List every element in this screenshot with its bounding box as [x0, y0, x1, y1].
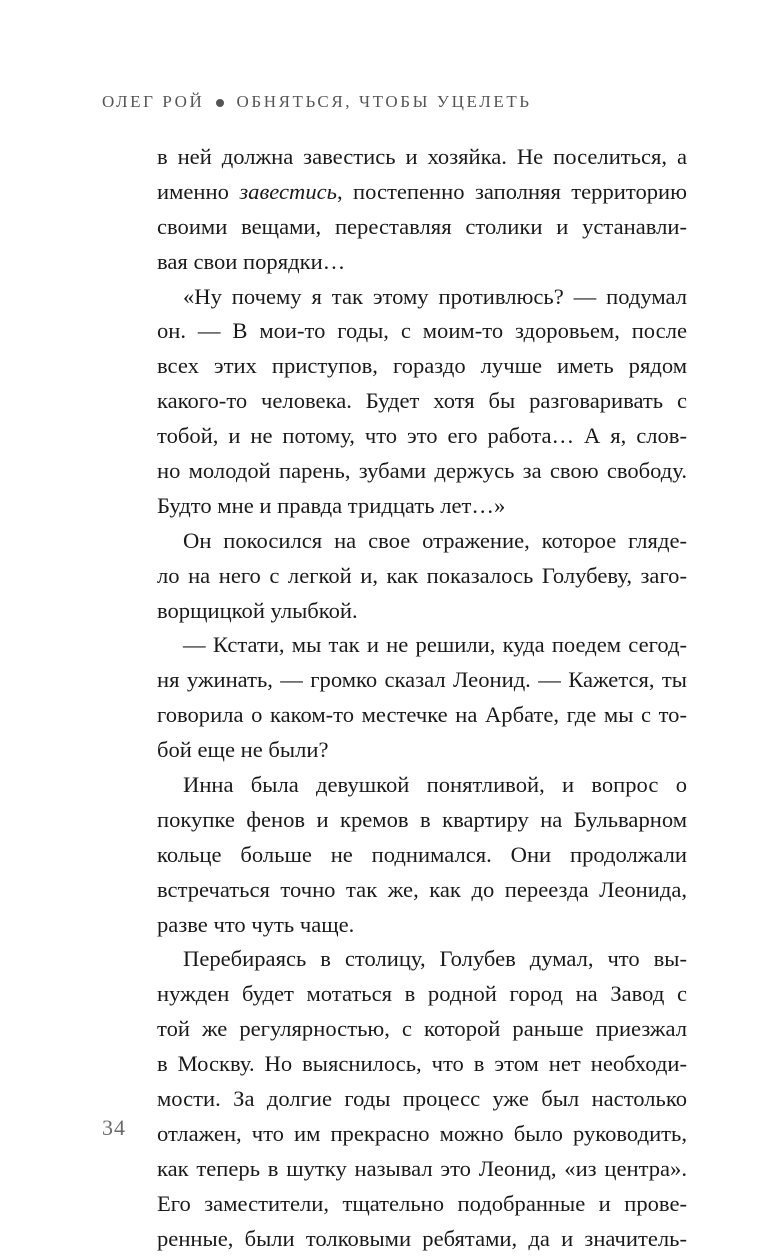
text-line: встречаться точно так же, как до переезда Леонида,	[157, 876, 687, 902]
text-line: как теперь в шутку называл это Леонид, «из центра».	[157, 1155, 687, 1181]
emphasis: завестись	[239, 178, 337, 204]
text-line: — Кстати, мы так и не решили, куда поедем сегод-	[183, 632, 687, 658]
text-line: Инна была девушкой понятливой, и вопрос о	[183, 772, 687, 798]
text-line: «Ну почему я так этому противлюсь? — подумал	[183, 283, 687, 309]
header-author: ОЛЕГ РОЙ	[102, 92, 205, 111]
text-line: тобой, и не потому, что это его работа… А я, слов-	[157, 423, 687, 449]
text-line: ворщицкой улыбкой.	[157, 597, 358, 623]
text-line: разве что чуть чаще.	[157, 911, 355, 937]
text-line: ренные, были толковыми ребятами, да и значитель-	[157, 1225, 687, 1251]
text-line: говорила о каком-то местечке на Арбате, где мы с то-	[157, 702, 687, 728]
text-line: той же регулярностью, с которой раньше приезжал	[157, 1016, 687, 1042]
running-header	[102, 92, 532, 112]
page-number: 34	[102, 1115, 126, 1140]
text-line: именно завестись, постепенно заполняя территорию	[157, 178, 688, 204]
text-line: Он покосился на свое отражение, которое гляде-	[183, 527, 687, 553]
header-book-title: ОБНЯТЬСЯ, ЧТОБЫ УЦЕЛЕТЬ	[236, 92, 532, 111]
text-line: но молодой парень, зубами держусь за свою свободу.	[157, 458, 687, 484]
text-line: Его заместители, тщательно подобранные и прове-	[157, 1190, 687, 1216]
text-line: покупке фенов и кремов в квартиру на Бульварном	[157, 806, 687, 832]
text-line: в ней должна завестись и хозяйка. Не поселиться, а	[157, 144, 687, 169]
text-line: бой еще не были?	[157, 737, 329, 763]
text-line: в Москву. Но выяснилось, что в этом нет необходи-	[157, 1051, 687, 1077]
text-line: он. — В мои-то годы, с моим-то здоровьем, после	[157, 318, 687, 344]
text-line: вая свои порядки…	[157, 248, 346, 274]
bullet-separator-icon	[216, 99, 224, 107]
text-line: ня ужинать, — громко сказал Леонид. — Кажется, ты	[157, 667, 687, 693]
text-line: мости. За долгие годы процесс уже был настолько	[157, 1086, 687, 1112]
text-line: какого-то человека. Будет хотя бы разговаривать с	[157, 388, 687, 414]
text-line: нужден будет мотаться в родной город на Завод с	[157, 981, 687, 1007]
text-line: Перебираясь в столицу, Голубев думал, что вы-	[183, 946, 687, 972]
text-line: ло на него с легкой и, как показалось Голубеву, заго-	[157, 562, 687, 588]
text-line: своими вещами, переставляя столики и устанавли-	[157, 213, 687, 239]
text-line: отлажен, что им прекрасно можно было руководить,	[157, 1120, 687, 1146]
text-line: Будто мне и правда тридцать лет…»	[157, 492, 506, 518]
body-text	[157, 140, 687, 1257]
text-line: всех этих приступов, гораздо лучше иметь рядом	[157, 353, 687, 379]
text-line: кольце больше не поднимался. Они продолжали	[157, 841, 687, 867]
